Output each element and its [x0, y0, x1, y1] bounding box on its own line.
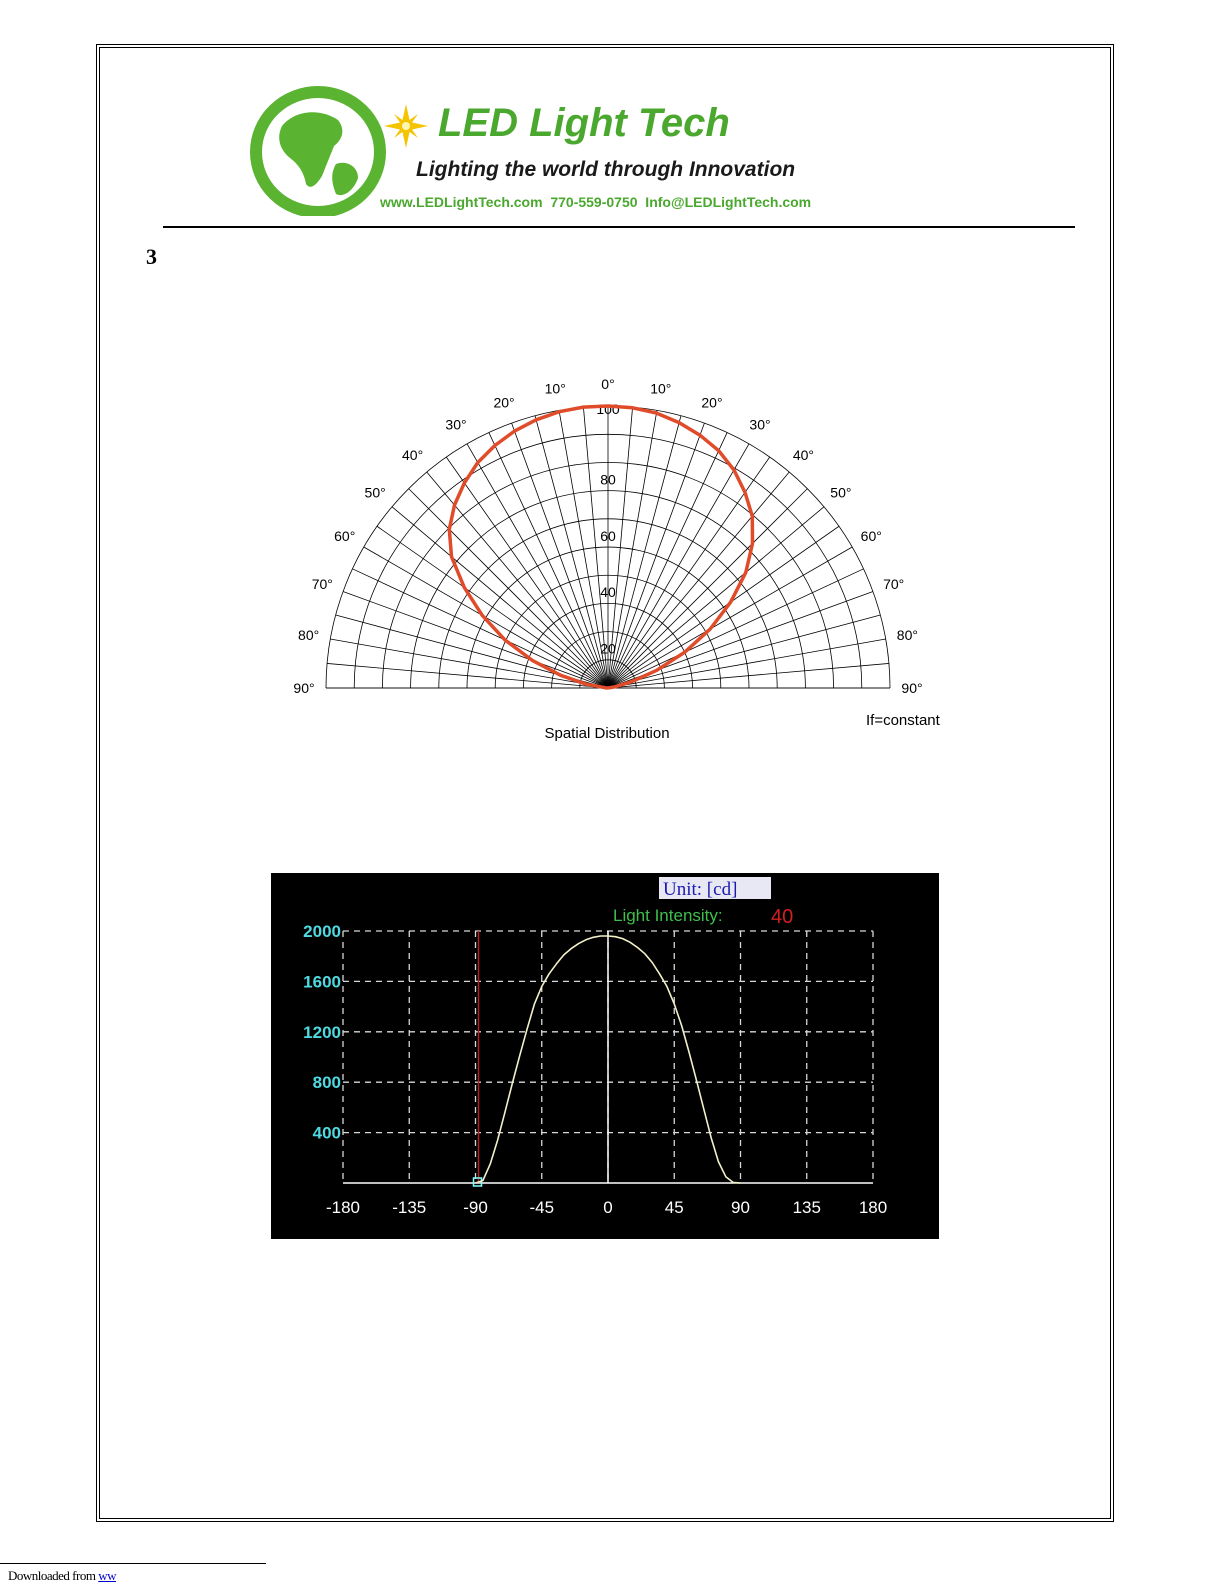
polar-angle-label: 20° — [701, 394, 723, 411]
polar-angle-label: 50° — [830, 484, 852, 501]
unit-label: Unit: [cd] — [663, 879, 738, 900]
x-tick-label: 90 — [731, 1198, 750, 1217]
polar-spoke — [535, 416, 608, 688]
polar-spoke — [608, 663, 889, 688]
x-tick-label: -180 — [325, 1198, 361, 1217]
polar-angle-label: 0° — [601, 376, 615, 392]
light-intensity-chart — [271, 873, 939, 1239]
x-tick-label: 135 — [792, 1198, 821, 1217]
polar-radial-label: 60 — [600, 527, 616, 544]
spatial-distribution-chart — [270, 335, 970, 755]
x-tick-label: -135 — [392, 1198, 427, 1217]
x-tick-label: 180 — [858, 1198, 888, 1217]
polar-radial-label: 100 — [596, 401, 620, 417]
polar-angle-label: 80° — [896, 627, 918, 644]
y-tick-label: 1200 — [303, 1022, 341, 1042]
company-logo — [250, 86, 990, 216]
polar-angle-label: 40° — [792, 447, 814, 464]
polar-angle-label: 80° — [298, 627, 320, 644]
star-burst-icon — [384, 104, 428, 148]
page-border-inner — [99, 47, 1111, 1519]
readout-label: Light Intensity: — [613, 906, 723, 925]
footer-rule — [0, 1563, 266, 1564]
polar-radial-label: 40 — [600, 584, 616, 601]
x-tick-label: 0 — [603, 1198, 613, 1217]
polar-angle-label: 40° — [402, 447, 424, 464]
brand-contact: www.LEDLightTech.com 770-559-0750 Info@LEDLightTech.com — [380, 194, 812, 210]
polar-radial-label: 80 — [600, 471, 616, 488]
polar-angle-label: 30° — [749, 416, 771, 433]
polar-angle-label: 70° — [883, 576, 905, 593]
polar-angle-label: 10° — [544, 380, 566, 397]
brand-name: LED Light Tech — [438, 101, 730, 145]
footer-text: Downloaded from — [8, 1568, 99, 1583]
y-tick-label: 1600 — [303, 972, 341, 992]
x-tick-label: -45 — [529, 1198, 555, 1217]
polar-title: Spatial Distribution — [544, 725, 670, 742]
readout-value: 40 — [771, 906, 794, 928]
header-divider — [163, 226, 1075, 228]
polar-angle-label: 60° — [334, 528, 356, 544]
y-tick-label: 800 — [312, 1073, 341, 1093]
section-number: 3 — [146, 244, 157, 269]
chart-background — [271, 873, 939, 1239]
polar-angle-label: 20° — [493, 394, 515, 411]
polar-spoke — [608, 416, 681, 688]
x-tick-label: 45 — [664, 1198, 684, 1217]
polar-angle-label: 10° — [650, 380, 672, 397]
y-tick-label: 400 — [312, 1123, 341, 1143]
polar-radial-label: 20 — [600, 640, 616, 657]
polar-angle-label: 60° — [860, 528, 882, 544]
y-tick-label: 2000 — [303, 922, 341, 941]
x-tick-label: -90 — [463, 1198, 488, 1217]
polar-angle-label: 90° — [901, 680, 923, 696]
footer — [8, 1568, 116, 1584]
polar-angle-label: 50° — [364, 484, 386, 501]
polar-angle-label: 30° — [445, 416, 467, 433]
brand-tagline: Lighting the world through Innovation — [416, 158, 796, 181]
polar-angle-label: 90° — [293, 680, 315, 696]
footer-link[interactable]: ww — [98, 1568, 116, 1583]
polar-note: If=constant — [866, 712, 940, 729]
polar-angle-label: 70° — [311, 576, 333, 593]
polar-spoke — [608, 615, 880, 688]
